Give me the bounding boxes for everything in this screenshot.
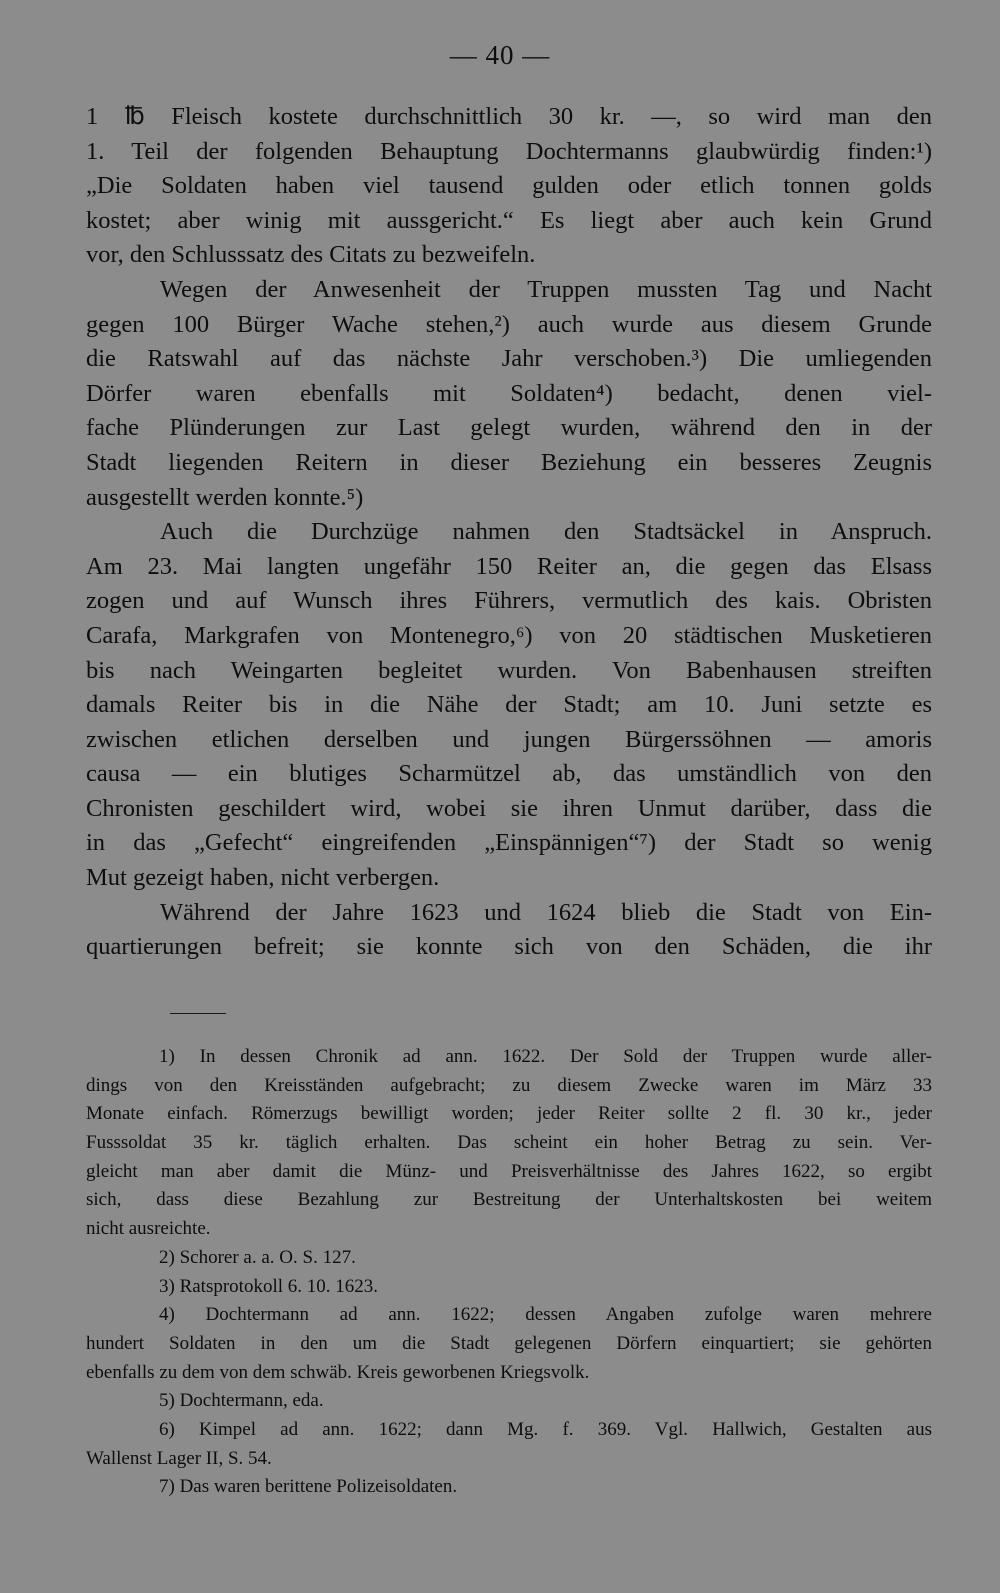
text-line: gegen 100 Bürger Wache stehen,²) auch wurde aus diesem Grunde (86, 310, 932, 338)
text-line: Chronisten geschildert wird, wobei sie ihren Unmut darüber, dass die (86, 794, 932, 822)
text-line: Mut gezeigt haben, nicht verbergen. (86, 864, 440, 892)
text-line: in das „Gefecht“ eingreifenden „Einspännigen“⁷) der Stadt so wenig (86, 829, 932, 857)
footnote-line: Monate einfach. Römerzugs bewilligt worden; jeder Reiter sollte 2 fl. 30 kr., jeder (86, 1103, 932, 1125)
text-line: zogen und auf Wunsch ihres Führers, vermutlich des kais. Obristen (86, 587, 932, 615)
text-line: 1 ℔ Fleisch kostete durchschnittlich 30 kr. —, so wird man den (86, 103, 932, 130)
text-line: causa — ein blutiges Scharmützel ab, das umständlich von den (86, 760, 932, 788)
footnote-line: 3) Ratsprotokoll 6. 10. 1623. (159, 1275, 379, 1297)
footnote-line: 5) Dochtermann, eda. (159, 1390, 324, 1412)
text-line: Am 23. Mai langten ungefähr 150 Reiter an, die gegen das Elsass (86, 552, 932, 580)
text-line: zwischen etlichen derselben und jungen Bürgerssöhnen — amoris (86, 725, 932, 753)
text-line: Auch die Durchzüge nahmen den Stadtsäckel in Anspruch. (160, 518, 932, 546)
text-line: ausgestellt werden konnte.⁵) (86, 483, 364, 511)
footnote-line: gleicht man aber damit die Münz- und Preisverhältnisse des Jahres 1622, so ergibt (86, 1160, 932, 1182)
footnote-line: 2) Schorer a. a. O. S. 127. (159, 1246, 356, 1268)
text-line: Wegen der Anwesenheit der Truppen mussten Tag und Nacht (160, 275, 932, 303)
footnote-separator (170, 1013, 226, 1014)
footnote-line: 1) In dessen Chronik ad ann. 1622. Der Sold der Truppen wurde aller- (159, 1046, 932, 1067)
text-line: kostet; aber winig mit aussgericht.“ Es liegt aber auch kein Grund (86, 206, 932, 234)
footnote-line: 7) Das waren berittene Polizeisoldaten. (159, 1476, 458, 1498)
text-line: „Die Soldaten haben viel tausend gulden oder etlich tonnen golds (86, 172, 932, 200)
text-line: quartierungen befreit; sie konnte sich von den Schäden, die ihr (86, 933, 932, 961)
body-text (86, 100, 932, 965)
text-line: Dörfer waren ebenfalls mit Soldaten⁴) bedacht, denen viel- (86, 379, 932, 407)
footnote-line: dings von den Kreisständen aufgebracht; zu diesem Zwecke waren im März 33 (86, 1074, 932, 1096)
page-number: — 40 — (449, 40, 551, 70)
text-line: damals Reiter bis in die Nähe der Stadt; am 10. Juni setzte es (86, 691, 932, 719)
footnote-line: ebenfalls zu dem von dem schwäb. Kreis geworbenen Kriegsvolk. (86, 1361, 590, 1383)
text-line: die Ratswahl auf das nächste Jahr verschoben.³) Die umliegenden (86, 345, 932, 373)
text-line: Stadt liegenden Reitern in dieser Beziehung ein besseres Zeugnis (86, 448, 932, 476)
text-line: fache Plünderungen zur Last gelegt wurden, während den in der (86, 414, 932, 442)
text-line: Während der Jahre 1623 und 1624 blieb die Stadt von Ein- (160, 898, 932, 926)
footnotes (86, 1043, 932, 1502)
footnote-line: 6) Kimpel ad ann. 1622; dann Mg. f. 369. Vgl. Hallwich, Gestalten aus (159, 1418, 932, 1440)
footnote-line: nicht ausreichte. (86, 1218, 211, 1240)
footnote-line: sich, dass diese Bezahlung zur Bestreitung der Unterhaltskosten bei weitem (86, 1189, 932, 1211)
text-line: Carafa, Markgrafen von Montenegro,⁶) von 20 städtischen Musketieren (86, 621, 932, 649)
text-line: 1. Teil der folgenden Behauptung Dochtermanns glaubwürdig finden:¹) (86, 137, 932, 165)
footnote-line: hundert Soldaten in den um die Stadt gelegenen Dörfern einquartiert; sie gehörten (86, 1332, 932, 1354)
footnote-line: Fusssoldat 35 kr. täglich erhalten. Das scheint ein hoher Betrag zu sein. Ver- (86, 1132, 932, 1154)
footnote-line: Wallenst Lager II, S. 54. (86, 1447, 272, 1469)
text-line: vor, den Schlusssatz des Citats zu bezweifeln. (86, 241, 536, 269)
footnote-line: 4) Dochtermann ad ann. 1622; dessen Angaben zufolge waren mehrere (159, 1304, 932, 1326)
text-line: bis nach Weingarten begleitet wurden. Von Babenhausen streiften (86, 656, 932, 684)
